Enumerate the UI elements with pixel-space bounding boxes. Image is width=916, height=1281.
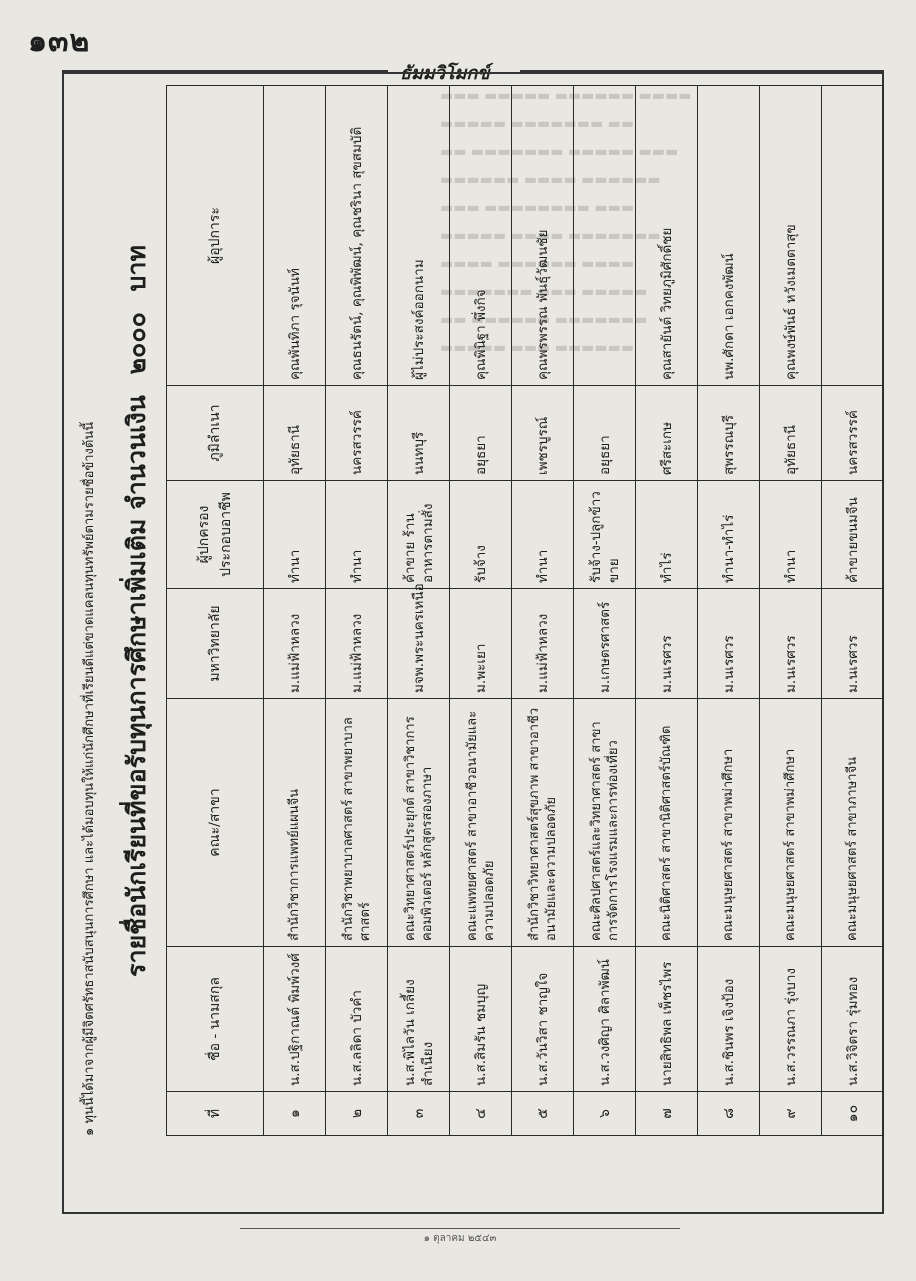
cell-sponsor: [574, 86, 636, 386]
cell-name: น.ส.ลลิดา บัวคำ: [326, 947, 388, 1092]
cell-domicile: อยุธยา: [574, 386, 636, 481]
cell-domicile: อุทัยธานี: [264, 386, 326, 481]
cell-university: ม.แม่ฟ้าหลวง: [326, 589, 388, 699]
cell-sponsor: คุณพรพรรณ พันธุ์วัฒนชัย: [512, 86, 574, 386]
cell-sponsor: [822, 86, 884, 386]
cell-faculty: คณะมนุษยศาสตร์ สาขาพม่าศึกษา: [760, 699, 822, 947]
cell-name: น.ส.ปฐิกาณต์ พิมพ์วงศ์: [264, 947, 326, 1092]
cell-name: น.ส.พิไลวัน เกลี้ยงสำเนียง: [388, 947, 450, 1092]
table-title-text: รายชื่อนักเรียนที่ขอรับทุนการศึกษาเพิ่มเติม จำนวนเงิน: [122, 395, 151, 977]
scholarship-table: [166, 85, 884, 1136]
cell-domicile: นครสวรรค์: [326, 386, 388, 481]
cell-name: น.ส.วันวิสา ชาญใจ: [512, 947, 574, 1092]
cell-name: นายสิทธิพล เพ็ชรไพร: [636, 947, 698, 1092]
cell-sponsor: นพ.ศักดา เอกคงพัฒน์: [698, 86, 760, 386]
cell-sponsor: คุณพงษ์พันธ์ หวังเมตตาสุข: [760, 86, 822, 386]
cell-guardian: รับจ้าง: [450, 481, 512, 589]
table-footnote: ๑ ทุนนี้ได้มาจากผู้มีจิตศรัทธาสนับสนุนการศึกษา และได้มอบทุนให้แก่นักศึกษาที่เรียนดีแต่ขาดแคลนทุนทรัพย์ตามรายชื่อข้างต้นนี้: [82, 421, 97, 1136]
cell-no: ๔: [450, 1092, 512, 1136]
table-row: [264, 86, 326, 1136]
cell-university: ม.แม่ฟ้าหลวง: [264, 589, 326, 699]
cell-guardian: ทำนา: [760, 481, 822, 589]
cell-faculty: คณะมนุษยศาสตร์ สาขาภาษาจีน: [822, 699, 884, 947]
table-row: [388, 86, 450, 1136]
col-header-guardian: ผู้ปกครอง ประกอบอาชีพ: [167, 481, 264, 589]
table-row: [698, 86, 760, 1136]
cell-university: ม.นเรศวร: [698, 589, 760, 699]
cell-domicile: ศรีสะเกษ: [636, 386, 698, 481]
table-row: [760, 86, 822, 1136]
table-row: [450, 86, 512, 1136]
cell-guardian: ทำไร่: [636, 481, 698, 589]
cell-university: มจพ.พระนครเหนือ: [388, 589, 450, 699]
cell-domicile: สุพรรณบุรี: [698, 386, 760, 481]
cell-domicile: อุทัยธานี: [760, 386, 822, 481]
cell-no: ๖: [574, 1092, 636, 1136]
cell-no: ๑: [264, 1092, 326, 1136]
table-header: [167, 86, 264, 1136]
cell-guardian: ทำนา: [264, 481, 326, 589]
cell-sponsor: คุณธนรัตน์, คุณพิพัฒน์, คุณชรินา สุขสมบัติ: [326, 86, 388, 386]
col-header-sponsor: ผู้อุปการะ: [167, 86, 264, 386]
cell-university: ม.พะเยา: [450, 589, 512, 699]
table-row: [822, 86, 884, 1136]
cell-sponsor: คุณพินิฐา พึ่งกิจ: [450, 86, 512, 386]
cell-no: ๕: [512, 1092, 574, 1136]
cell-sponsor: คุณสายันต์ วิทยภูมิศักดิ์ชย: [636, 86, 698, 386]
cell-guardian: ค้าขายขนมจีน: [822, 481, 884, 589]
cell-guardian: ทำนา-ทำไร่: [698, 481, 760, 589]
table-row: [574, 86, 636, 1136]
cell-name: น.ส.วิจิตรา รุ่มทอง: [822, 947, 884, 1092]
col-header-no: ที่: [167, 1092, 264, 1136]
col-header-name: ชื่อ - นามสกุล: [167, 947, 264, 1092]
cell-faculty: คณะแพทยศาสตร์ สาขาอาชีวอนามัยและความปลอดภัย: [450, 699, 512, 947]
cell-university: ม.แม่ฟ้าหลวง: [512, 589, 574, 699]
cell-university: ม.เกษตรศาสตร์: [574, 589, 636, 699]
cell-faculty: สำนักวิชาพยาบาลศาสตร์ สาขาพยาบาลศาสตร์: [326, 699, 388, 947]
cell-guardian: ทำนา: [512, 481, 574, 589]
cell-no: ๗: [636, 1092, 698, 1136]
cell-name: น.ส.ชินพร เจิงป้อง: [698, 947, 760, 1092]
cell-no: ๓: [388, 1092, 450, 1136]
cell-guardian: ค้าขาย ร้านอาหารตามสั่ง: [388, 481, 450, 589]
table-row: [326, 86, 388, 1136]
cell-no: ๘: [698, 1092, 760, 1136]
cell-faculty: สำนักวิชาวิทยาศาสตร์สุขภาพ สาขาอาชีวอนามัยและความปลอดภัย: [512, 699, 574, 947]
cell-faculty: คณะวิทยาศาสตร์ประยุกต์ สาขาวิชาการคอมพิวเตอร์ หลักสูตรสองภาษา: [388, 699, 450, 947]
show-through-text: ▬▬▬ ▬▬▬▬▬ ▬▬▬▬▬▬ ▬▬▬▬ ▬▬▬▬▬ ▬▬▬▬▬▬▬ ▬▬ ▬▬ ▬▬▬▬▬▬▬ ▬▬▬▬▬ ▬▬▬ ▬▬▬▬▬▬ ▬▬▬▬ ▬▬▬▬▬▬ ▬▬▬ ▬▬▬▬▬▬▬▬ ▬▬▬ ▬▬▬▬▬ ▬▬▬▬ ▬▬▬▬▬▬▬ ▬▬▬▬ ▬▬▬▬▬▬ ▬▬▬▬ ▬▬▬▬▬▬▬ ▬▬▬ ▬▬▬▬▬ ▬▬ ▬▬▬▬▬▬ ▬▬▬▬▬▬▬ ▬▬▬▬▬ ▬▬▬ ▬▬▬▬▬▬: [440, 88, 692, 356]
table-row: [512, 86, 574, 1136]
cell-faculty: คณะมนุษยศาสตร์ สาขาพม่าศึกษา: [698, 699, 760, 947]
col-header-domicile: ภูมิลำเนา: [167, 386, 264, 481]
table-title-amount: ๒๐๐๐: [122, 312, 151, 375]
print-stamp: ๑ ตุลาคม ๒๕๔๓: [240, 1228, 680, 1251]
running-header: ธัมมวิโมกข์: [400, 63, 490, 84]
cell-faculty: คณะศิลปศาสตร์และวิทยาศาสตร์ สาขาการจัดการโรงแรมและการท่องเที่ยว: [574, 699, 636, 947]
cell-no: ๑๐: [822, 1092, 884, 1136]
cell-name: น.ส.วรรณภา รุ่งบาง: [760, 947, 822, 1092]
cell-no: ๙: [760, 1092, 822, 1136]
cell-university: ม.นเรศวร: [822, 589, 884, 699]
table-title: [116, 86, 158, 1136]
cell-name: น.ส.วงศิญา ศิลาพัฒน์: [574, 947, 636, 1092]
col-header-faculty: คณะ/สาขา: [167, 699, 264, 947]
cell-domicile: นนทบุรี: [388, 386, 450, 481]
cell-faculty: คณะนิติศาสตร์ สาขานิติศาสตร์บัณฑิต: [636, 699, 698, 947]
cell-sponsor: คุณพันทิภา รุจนันท์: [264, 86, 326, 386]
cell-guardian: ทำนา: [326, 481, 388, 589]
cell-university: ม.นเรศวร: [636, 589, 698, 699]
cell-university: ม.นเรศวร: [760, 589, 822, 699]
cell-sponsor: ผู้ไม่ประสงค์ออกนาม: [388, 86, 450, 386]
page-number: ๑๓๒: [28, 24, 91, 59]
cell-domicile: อยุธยา: [450, 386, 512, 481]
rotated-table-region: [76, 86, 861, 1136]
table-row: [636, 86, 698, 1136]
table-header-row: [167, 86, 264, 1136]
cell-faculty: สำนักวิชาการแพทย์แผนจีน: [264, 699, 326, 947]
table-title-unit: บาท: [122, 245, 151, 292]
cell-domicile: เพชรบูรณ์: [512, 386, 574, 481]
cell-no: ๒: [326, 1092, 388, 1136]
col-header-university: มหาวิทยาลัย: [167, 589, 264, 699]
cell-name: น.ส.สิมรัน ชมบุญ: [450, 947, 512, 1092]
cell-guardian: รับจ้าง-ปลูกข้าวขาย: [574, 481, 636, 589]
cell-domicile: นครสวรรค์: [822, 386, 884, 481]
table-body: [264, 86, 884, 1136]
